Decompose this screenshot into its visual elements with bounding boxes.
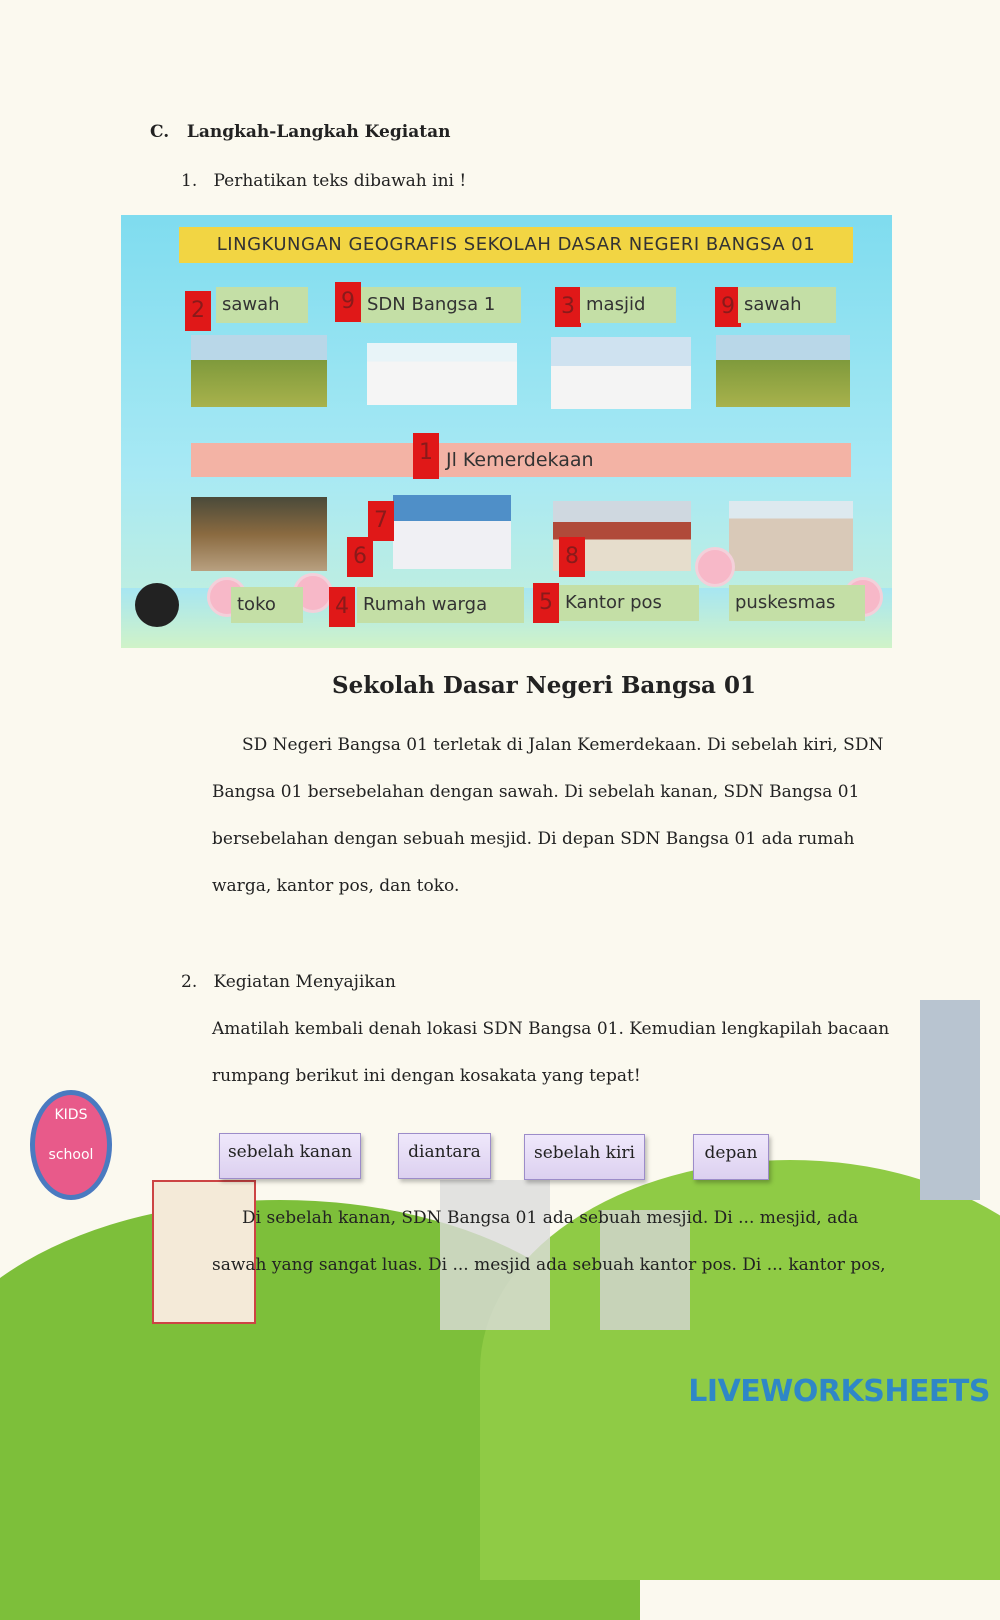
map-label-kantor: Kantor pos	[559, 585, 699, 621]
instruction-line: rumpang berikut ini dengan kosakata yang tepat!	[212, 1066, 641, 1086]
instruction-line: Amatilah kembali denah lokasi SDN Bangsa 01. Kemudian lengkapilah bacaan	[212, 1019, 890, 1039]
reading-line: SD Negeri Bangsa 01 terletak di Jalan Kemerdekaan. Di sebelah kiri, SDN	[242, 735, 884, 755]
map-road	[191, 443, 851, 477]
map-label-sawah-left: sawah	[216, 287, 308, 323]
school-building-photo	[367, 343, 517, 405]
bomb-decoration	[135, 583, 179, 627]
liveworksheets-logo[interactable]: LIVEWORKSHEETS	[688, 1374, 990, 1409]
exercise-paragraph	[212, 1195, 912, 1289]
map-number-badge: 6	[347, 537, 373, 577]
map-number-badge: 9	[335, 282, 361, 322]
map-number-badge: 5	[533, 583, 559, 623]
shop-photo	[191, 497, 327, 571]
health-center-photo	[729, 501, 853, 571]
section-title: Langkah-Langkah Kegiatan	[186, 122, 451, 142]
map-number-badge: 4	[329, 587, 355, 627]
map-number-badge: 3	[555, 287, 581, 327]
step-2-number: 2.	[181, 972, 198, 992]
map-label-puskesmas: puskesmas	[729, 585, 865, 621]
house-photo	[393, 495, 511, 569]
reading-paragraph	[212, 722, 892, 910]
reading-line: Bangsa 01 bersebelahan dengan sawah. Di sebelah kanan, SDN Bangsa 01	[212, 782, 860, 802]
reading-line: bersebelahan dengan sebuah mesjid. Di depan SDN Bangsa 01 ada rumah	[212, 829, 855, 849]
mosque-photo	[551, 337, 691, 409]
choice-diantara[interactable]: diantara	[398, 1133, 491, 1179]
step-2-title: Kegiatan Menyajikan	[213, 972, 396, 992]
step-1-text: Perhatikan teks dibawah ini !	[213, 171, 467, 191]
map-label-sawah-right: sawah	[738, 287, 836, 323]
step-2-instructions	[212, 1006, 912, 1100]
exercise-line: Di sebelah kanan, SDN Bangsa 01 ada sebuah mesjid. Di ... mesjid, ada	[242, 1208, 859, 1228]
map-label-toko: toko	[231, 587, 303, 623]
map-number-badge: 1	[413, 433, 439, 479]
castle-tower-decoration	[920, 1000, 980, 1200]
rice-field-photo	[191, 335, 327, 407]
map-label-rumah: Rumah warga	[357, 587, 524, 623]
map-label-masjid: masjid	[580, 287, 676, 323]
rice-field-photo	[716, 335, 850, 407]
map-number-badge: 7	[368, 501, 394, 541]
exercise-line: sawah yang sangat luas. Di ... mesjid ada sebuah kantor pos. Di ... kantor pos,	[212, 1255, 886, 1275]
reading-title: Sekolah Dasar Negeri Bangsa 01	[332, 672, 756, 699]
section-heading	[150, 122, 450, 142]
step-1-number: 1.	[181, 171, 198, 191]
map-label-sdn: SDN Bangsa 1	[361, 287, 521, 323]
map-number-badge: 9	[715, 287, 741, 327]
flower-decoration	[695, 547, 735, 587]
map-number-badge: 2	[185, 291, 211, 331]
kids-school-sign: KIDS school	[30, 1090, 112, 1200]
choice-sebelah-kiri[interactable]: sebelah kiri	[524, 1134, 645, 1180]
step-2	[181, 972, 396, 992]
choice-sebelah-kanan[interactable]: sebelah kanan	[219, 1133, 361, 1179]
map-label-road: Jl Kemerdekaan	[446, 449, 594, 471]
school-location-map	[121, 215, 892, 648]
map-number-badge: 8	[559, 537, 585, 577]
reading-line: warga, kantor pos, dan toko.	[212, 876, 460, 896]
section-letter: C.	[150, 122, 170, 142]
map-title: LINGKUNGAN GEOGRAFIS SEKOLAH DASAR NEGERI BANGSA 01	[179, 227, 853, 263]
step-1	[181, 171, 466, 191]
choice-depan[interactable]: depan	[693, 1134, 769, 1180]
